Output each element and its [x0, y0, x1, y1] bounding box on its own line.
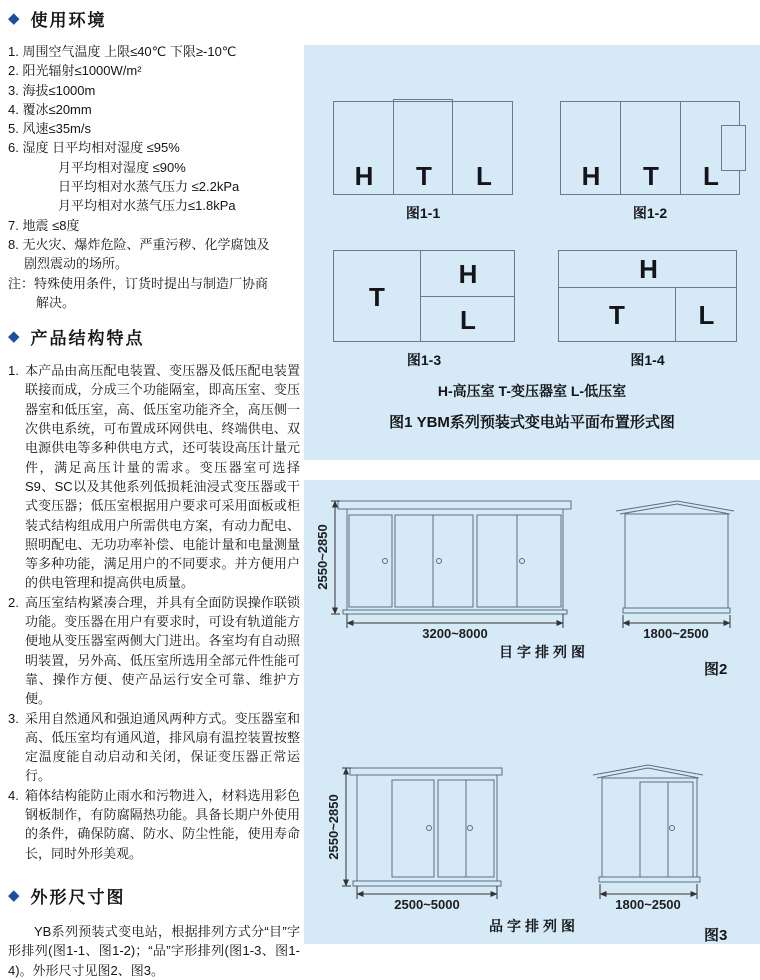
door-panel	[668, 782, 693, 877]
diamond-icon: ◆	[8, 328, 22, 346]
compartment-cell-t	[394, 102, 454, 196]
compartment-cell-t	[621, 102, 681, 196]
fig2-front-view	[315, 491, 575, 643]
figure-panel-fig1	[304, 45, 760, 460]
plinth-base	[343, 610, 567, 614]
fig1-4-box	[558, 250, 737, 342]
compartment-cell-h	[561, 102, 621, 196]
feature-number: 4.	[8, 787, 19, 803]
door-panel	[349, 515, 392, 607]
compartment-label-t: T	[369, 282, 385, 312]
fig1-3-box	[333, 250, 515, 342]
fig1-1-box	[333, 101, 513, 195]
fig-caption: 图1-2	[632, 205, 668, 221]
env-list	[8, 42, 300, 312]
fig2-label: 图2	[704, 661, 728, 678]
door-handle-icon	[383, 559, 388, 564]
gable-roof	[620, 504, 730, 514]
env-line: 注：特殊使用条件，订货时提出与制造厂协商	[8, 275, 269, 291]
compartment-label-t: T	[643, 161, 659, 191]
dimension-text: 2550~2850	[326, 794, 341, 860]
compartment-label-t: T	[416, 161, 432, 191]
compartment-cell-h	[334, 102, 394, 196]
gable-roof	[597, 768, 699, 778]
plinth-base	[353, 881, 501, 886]
env-line: 7. 地震 ≤8度	[8, 217, 80, 233]
door-panel	[517, 515, 561, 607]
fig2-caption: 目字排列图	[499, 644, 589, 660]
feature-text: 采用自然通风和强迫通风两种方式。变压器室和高、低压室均有通风道，排风扇有温控装置按整定温度能自动启动和关闭，保证变压器正常运行。	[25, 710, 300, 784]
section-title-features: 产品结构特点	[30, 329, 145, 349]
section-title-env: 使用环境	[30, 11, 107, 30]
gable-roof	[616, 501, 734, 511]
section-header-outline	[8, 883, 300, 908]
door-panel	[395, 515, 433, 607]
compartment-label-h: H	[581, 161, 601, 191]
compartment-cell-h	[559, 251, 738, 287]
feature-text: 本产品由高压配电装置、变压器及低压配电装置联接而成，分成三个功能隔室，即高压室、变压器室和低压室，高、低压室功能齐全，高压侧一次供电系统，可布置成环网供电、终端供电、双电源供电等多种供电方式，还可装设高压计量元件，满足高压计量的需求。变压器室可选择S9、SC以及其他系列低损耗油浸式变压器或干式变压器；低压室根据用户要求可采用面板或柜装式结构组成用户所需供电方案，有动力配电、照明配电、无功功率补偿、电能计量和电量测量等多种功能，满足用户的不同要求。并方便用户的供电管理和提高供电质量。	[25, 363, 300, 591]
fig-caption: 图1-1	[405, 205, 441, 221]
env-line: 月平均相对水蒸气压力≤1.8kPa	[58, 198, 236, 214]
dimension-text: 1800~2500	[643, 626, 709, 641]
fig-caption: 图1-4	[630, 352, 665, 368]
door-handle-icon	[437, 559, 442, 564]
roof-slab	[338, 501, 571, 509]
compartment-cell-l	[454, 102, 514, 196]
dimension-text: 2550~2850	[315, 524, 330, 590]
door-panel	[640, 782, 668, 877]
env-line: 4. 覆冰≤20mm	[8, 101, 92, 117]
feature-number: 1.	[8, 363, 19, 379]
compartment-cell-l	[420, 296, 516, 343]
env-line: 1. 周围空气温度 上限≤40℃ 下限≥-10℃	[8, 44, 237, 59]
door-panel	[466, 780, 494, 877]
door-panel	[438, 780, 466, 877]
env-line: 8. 无火灾、爆炸危险、严重污秽、化学腐蚀及	[8, 236, 270, 252]
env-line: 剧烈震动的场所。	[24, 256, 129, 272]
fig3-label: 图3	[704, 927, 728, 944]
section-header-env	[8, 6, 300, 31]
env-line: 6. 湿度 日平均相对湿度 ≤95%	[8, 140, 180, 156]
door-handle-icon	[468, 826, 473, 831]
fig1-2-side-notch	[721, 125, 746, 171]
feature-text: 箱体结构能防止雨水和污物进入，材料选用彩色钢板制作，有防腐隔热功能。具备长期户外使用的条件，确保防腐、防水、防尘性能，使用寿命长，同时外形美观。	[25, 787, 300, 861]
dimension-text: 1800~2500	[615, 897, 681, 912]
compartment-label-l: L	[476, 161, 492, 191]
gable-roof	[593, 765, 703, 775]
cabinet-body	[625, 514, 728, 608]
feature-list	[8, 361, 300, 863]
feature-text: 高压室结构紧凑合理，并具有全面防误操作联锁功能。变压器在用户有要求时，可设有轨道能方便地从变压器室两侧大门进出。各室均有自动照明装置，另外高、低压室所选用全部元件性能可靠、操作方便、使产品运行安全可靠、维护方便。	[25, 594, 300, 707]
feature-item	[8, 593, 300, 709]
compartment-cell-t	[334, 251, 420, 343]
door-panel	[392, 780, 434, 877]
door-handle-icon	[520, 559, 525, 564]
compartment-label-h: H	[354, 161, 374, 191]
diamond-icon: ◆	[8, 10, 22, 27]
compartment-label-l: L	[698, 300, 715, 330]
left-column	[8, 6, 300, 980]
feature-item	[8, 786, 300, 863]
cabinet-body	[602, 778, 697, 877]
fig3-front-view	[326, 758, 510, 914]
cabinet-body	[347, 509, 563, 610]
plinth-base	[623, 608, 730, 613]
env-line: 2. 阳光辐射≤1000W/m²	[8, 63, 142, 79]
feature-item	[8, 709, 300, 786]
fig2-side-view	[612, 491, 740, 643]
compartment-label-h: H	[639, 254, 658, 284]
figure-panel-fig2-fig3	[304, 480, 760, 944]
compartment-label-t: T	[609, 300, 625, 330]
plinth-base	[599, 877, 700, 882]
diamond-icon: ◆	[8, 886, 22, 904]
feature-number: 3.	[8, 710, 19, 726]
door-panel	[477, 515, 517, 607]
env-line: 月平均相对湿度 ≤90%	[58, 159, 186, 175]
env-line: 3. 海拔≤1000m	[8, 82, 96, 98]
fig-caption: 图1-3	[406, 352, 442, 368]
door-handle-icon	[670, 826, 675, 831]
roof-slab	[350, 768, 502, 775]
fig1-2-box	[560, 101, 740, 195]
feature-item	[8, 361, 300, 593]
fig1-title: 图1 YBM系列预装式变电站平面布置形式图	[389, 414, 675, 431]
dimension-text: 3200~8000	[422, 626, 488, 641]
compartment-label-l: L	[703, 161, 719, 191]
compartment-cell-h	[420, 251, 516, 296]
compartment-label-l: L	[460, 304, 476, 335]
fig3-caption: 品字排列图	[489, 918, 579, 934]
env-line: 解决。	[36, 294, 76, 310]
env-line: 日平均相对水蒸气压力 ≤2.2kPa	[58, 179, 240, 195]
compartment-cell-l	[675, 287, 738, 343]
compartment-label-h: H	[458, 258, 478, 289]
section-header-features	[8, 324, 300, 349]
env-line: 5. 风速≤35m/s	[8, 121, 91, 137]
door-handle-icon	[427, 826, 432, 831]
feature-number: 2.	[8, 594, 19, 610]
section-title-outline: 外形尺寸图	[30, 887, 126, 907]
outline-paragraph: YB系列预装式变电站，根据排列方式分“目”字形排列(图1-1、图1-2)；“品”字形排列(图1-3、图1-4)。外形尺寸见图2、图3。	[8, 923, 300, 978]
fig1-legend: H-高压室 T-变压器室 L-低压室	[437, 383, 627, 399]
fig3-side-view	[590, 758, 710, 914]
door-panel	[433, 515, 473, 607]
compartment-cell-t	[559, 287, 675, 343]
dimension-text: 2500~5000	[394, 897, 460, 912]
